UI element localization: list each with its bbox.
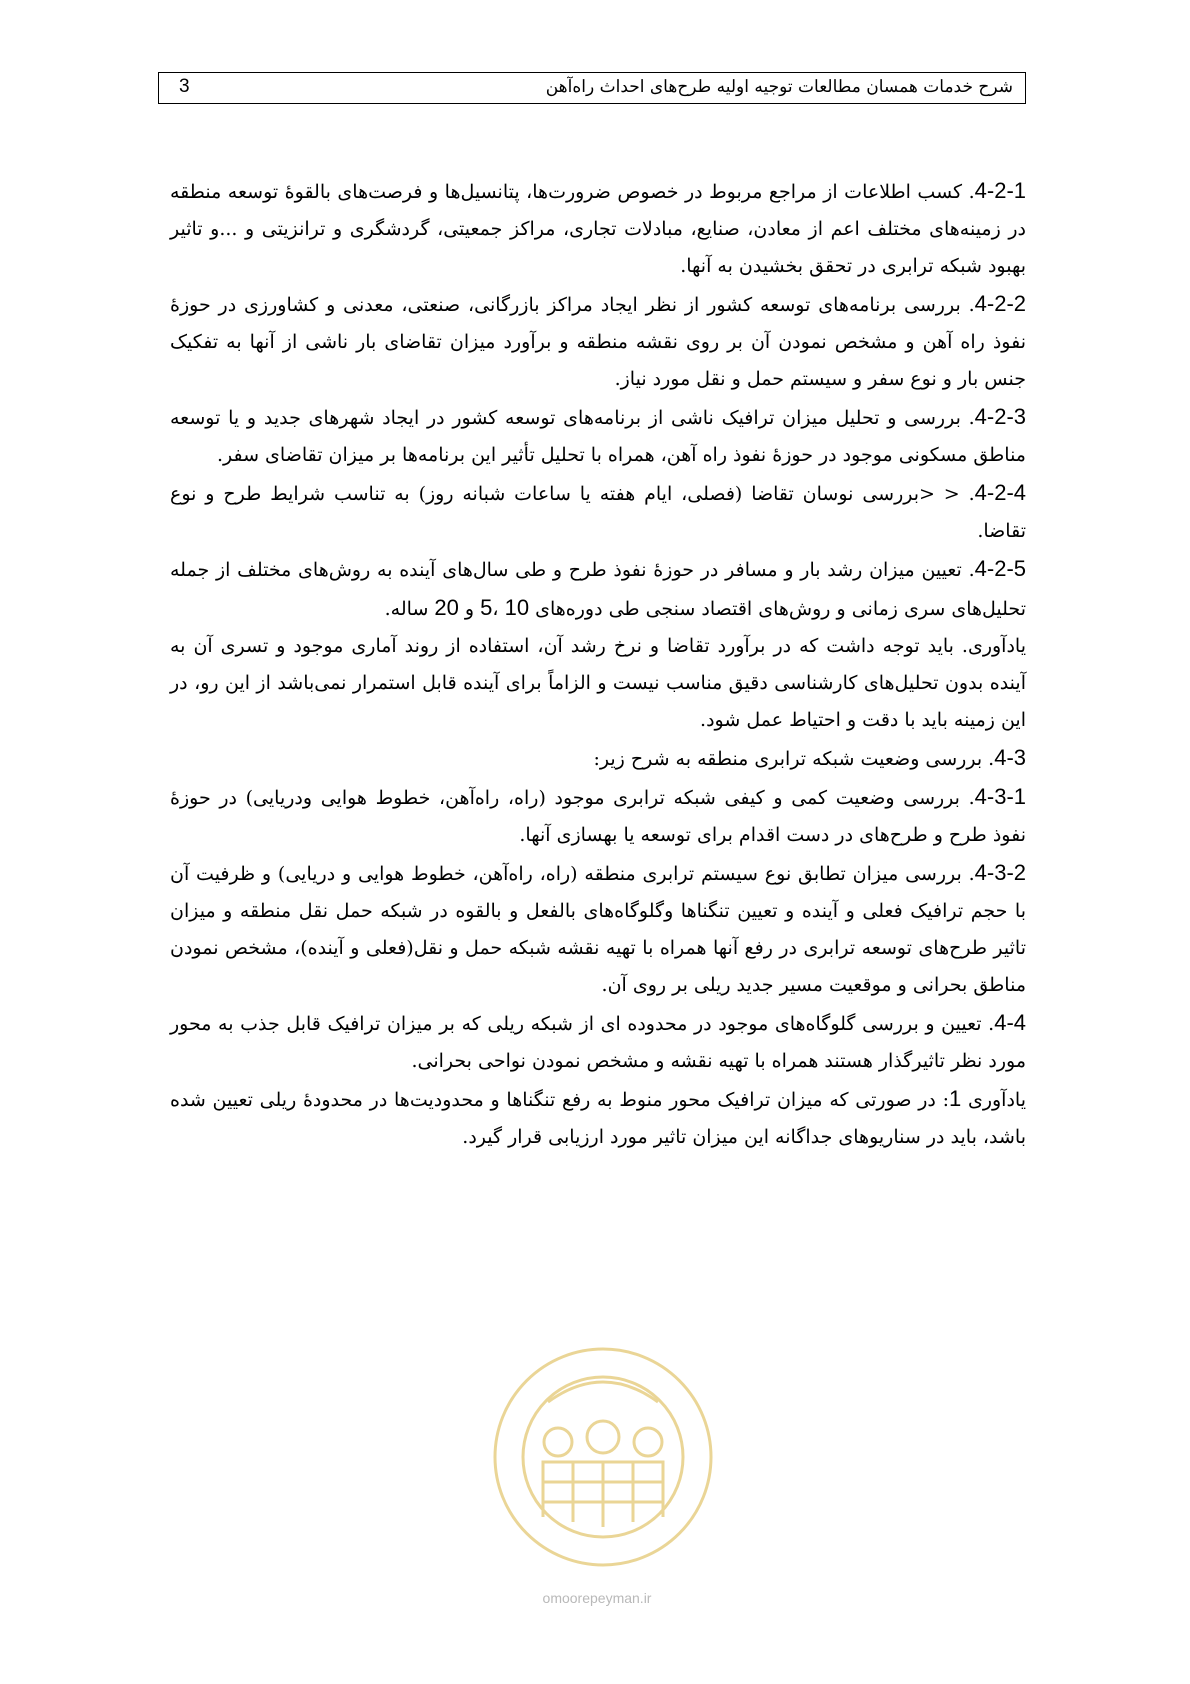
watermark-seal-logo [488,1342,718,1572]
note-paragraph [170,628,1026,739]
paragraph-text: . بررسی وضعیت کمی و کیفی شبکه ترابری موجود (راه، راه‌آهن، خطوط هوایی ودریایی) در حوزۀ نفوذ طرح و طرح‌های در دست اقدام برای توسعه یا بهسازی آنها. [170,787,1026,846]
section-number: 4-2-4 [974,480,1026,505]
paragraph-text: . بررسی و تحلیل میزان ترافیک ناشی از برنامه‌های توسعه کشور در ایجاد شهرهای جدید و یا توسعه مناطق مسکونی موجود در حوزۀ نفوذ راه آهن، همراه با تحلیل تأثیر این برنامه‌ها بر میزان تقاضای سفر. [170,407,1026,466]
section-number: 4-2-3 [974,404,1026,429]
separator: ، [492,598,505,620]
period-5: 5 [480,595,493,620]
paragraph-text: . < <بررسی نوسان تقاضا (فصلی، ایام هفته یا ساعات شبانه روز) به تناسب شرایط طرح و نوع تقاضا. [170,483,1026,542]
period-10: 10 [504,595,530,620]
paragraph-4-3-2 [170,854,1026,1004]
note-1-paragraph [170,1080,1026,1156]
paragraph-text-end: ساله. [384,598,435,620]
document-body [170,172,1026,1156]
section-number: 4-4 [994,1010,1026,1035]
section-number: 4-3-2 [974,860,1026,885]
watermark-url: omoorepeyman.ir [542,1590,652,1606]
section-number: 4-2-2 [974,291,1026,316]
paragraph-text: . بررسی وضعیت شبکه ترابری منطقه به شرح زیر: [593,748,995,770]
page-header [158,72,1026,104]
paragraph-4-2-2 [170,285,1026,398]
paragraph-text: . تعیین میزان رشد بار و مسافر در حوزۀ نفوذ طرح و طی سال‌های آینده به روش‌های مختلف از جمله تحلیل‌های سری زمانی و روش‌های اقتصاد سنجی طی دوره‌های [170,559,1026,620]
period-20: 20 [434,595,459,620]
note-number: 1 [948,1086,962,1111]
header-title: شرح خدمات همسان مطالعات توجیه اولیه طرح‌های احداث راه‌آهن [545,77,1013,97]
paragraph-text: . بررسی میزان تطابق نوع سیستم ترابری منطقه (راه، راه‌آهن، خطوط هوایی و دریایی) و ظرفیت آن با حجم ترافیک فعلی و آینده و تعیین تنگناها وگلوگاه‌های بالفعل و بالقوه در شبکه حمل نقل منطقه و میزان تاثیر طرح‌های توسعه ترابری در رفع آنها همراه با تهیه نقشه شبکه حمل و نقل(فعلی و آینده)، مشخص نمودن مناطق بحرانی و موقعیت مسیر جدید ریلی بر روی آن. [170,863,1026,996]
paragraph-4-3-1 [170,778,1026,854]
page-number: 3 [179,76,190,97]
paragraph-4-2-3 [170,398,1026,474]
section-number: 4-3 [994,745,1026,770]
paragraph-4-4 [170,1004,1026,1080]
section-number: 4-3-1 [974,784,1026,809]
paragraph-text: یادآوری [961,1089,1026,1111]
paragraph-4-2-4 [170,474,1026,550]
paragraph-4-2-5 [170,550,1026,628]
paragraph-text: . تعیین و بررسی گلوگاه‌های موجود در محدوده ای از شبکه ریلی که بر میزان ترافیک قابل جذب به محور مورد نظر تاثیرگذار هستند همراه با تهیه نقشه و مشخص نمودن نواحی بحرانی. [170,1013,1026,1072]
paragraph-4-3 [170,739,1026,778]
paragraph-text: . کسب اطلاعات از مراجع مربوط در خصوص ضرورت‌ها، پتانسیل‌ها و فرصت‌های بالقوۀ توسعه منطقه در زمینه‌های مختلف اعم از معادن، صنایع، مبادلات تجاری، مراکز جمعیتی، گردشگری و ترانزیتی و ...و تاثیر بهبود شبکه ترابری در تحقق بخشیدن به آنها. [170,181,1026,277]
separator: و [458,598,481,620]
section-number: 4-2-5 [974,556,1026,581]
paragraph-text: . بررسی برنامه‌های توسعه کشور از نظر ایجاد مراکز بازرگانی، صنعتی، معدنی و کشاورزی در حوزۀ نفوذ راه آهن و مشخص نمودن آن بر روی نقشه منطقه و برآورد میزان تقاضای بار ناشی از آنها به تفکیک جنس بار و نوع سفر و سیستم حمل و نقل مورد نیاز. [170,294,1026,390]
paragraph-4-2-1 [170,172,1026,285]
section-number: 4-2-1 [974,178,1026,203]
paragraph-text: یادآوری. باید توجه داشت که در برآورد تقاضا و نرخ رشد آن، استفاده از روند آماری موجود و تسری آن به آینده بدون تحلیل‌های کارشناسی دقیق مناسب نیست و الزاماً برای آینده قابل استمرار نمی‌باشد از این رو، در این زمینه باید با دقت و احتیاط عمل شود. [170,635,1026,731]
paragraph-text-end: : در صورتی که میزان ترافیک محور منوط به رفع تنگناها و محدودیت‌ها در محدودۀ ریلی تعیین شده باشد، باید در سناریوهای جداگانه این میزان تاثیر مورد ارزیابی قرار گیرد. [170,1089,1026,1148]
